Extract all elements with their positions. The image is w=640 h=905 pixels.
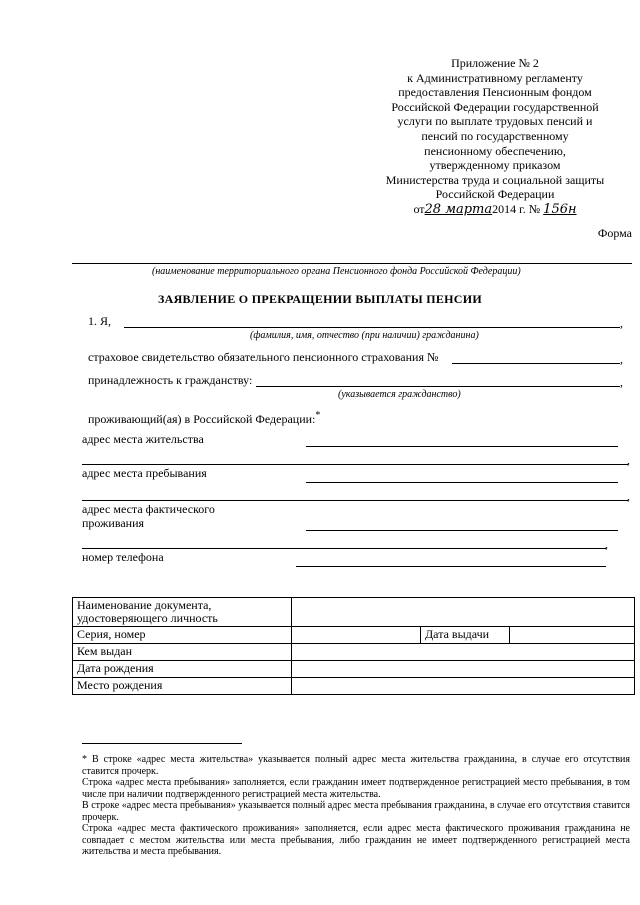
table-row xyxy=(73,661,635,678)
appendix-line: утвержденному приказом xyxy=(429,158,561,173)
id-document-table xyxy=(72,597,635,695)
birth-place-label: Место рождения xyxy=(73,678,292,695)
order-date-line xyxy=(360,202,630,218)
forma-label: Форма xyxy=(597,226,632,240)
appendix-line: Российской Федерации государственной xyxy=(391,99,599,114)
appendix-line: предоставления Пенсионным фондом xyxy=(398,85,592,100)
doc-name-label xyxy=(73,598,292,627)
table-row xyxy=(73,678,635,695)
comma: , xyxy=(605,537,608,551)
issued-by-label: Кем выдан xyxy=(73,644,292,661)
appendix-line: пенсий по государственному xyxy=(421,128,569,143)
phone-line[interactable] xyxy=(296,566,606,567)
address-residence-label: адрес места жительства xyxy=(82,432,204,446)
table-row xyxy=(73,627,635,644)
org-caption: (наименование территориального органа Пенсионного фонда Российской Федерации) xyxy=(152,266,521,277)
applicant-name-line[interactable] xyxy=(124,327,620,328)
issued-by-value[interactable] xyxy=(292,644,635,661)
doc-name-value[interactable] xyxy=(292,598,635,627)
comma: , xyxy=(620,375,623,389)
date-year: 2014 г. № xyxy=(492,201,541,216)
address-residence-line[interactable] xyxy=(306,446,618,447)
comma: , xyxy=(627,453,630,467)
address-stay-line-2[interactable] xyxy=(82,500,628,501)
residence-intro-text: проживающий(ая) в Российской Федерации: xyxy=(88,412,316,426)
appendix-line: Министерства труда и социальной защиты xyxy=(385,172,605,187)
snils-line[interactable] xyxy=(452,363,620,364)
address-stay-label: адрес места пребывания xyxy=(82,466,207,480)
table-row xyxy=(73,598,635,627)
address-residence-line-2[interactable] xyxy=(82,464,628,465)
doc-name-line-2: удостоверяющего личность xyxy=(77,611,218,625)
applicant-caption: (фамилия, имя, отчество (при наличии) гражданина) xyxy=(250,330,479,341)
birth-date-label: Дата рождения xyxy=(73,661,292,678)
address-actual-label-1: адрес места фактического xyxy=(82,502,215,516)
table-row xyxy=(73,644,635,661)
org-name-line[interactable] xyxy=(72,263,632,264)
footnote-1: * В строке «адрес места жительства» указывается полный адрес места жительства гражданина, в случае его отсутствия ставится прочерк. xyxy=(82,754,630,777)
footnote-3: В строке «адрес места пребывания» указывается полный адрес места пребывания гражданина, в случае его отсутствия ставится прочерк. xyxy=(82,800,630,823)
page-title: ЗАЯВЛЕНИЕ О ПРЕКРАЩЕНИИ ВЫПЛАТЫ ПЕНСИИ xyxy=(157,292,483,306)
comma: , xyxy=(620,352,623,366)
appendix-line: Приложение № 2 xyxy=(451,56,539,70)
address-stay-line[interactable] xyxy=(306,482,618,483)
applicant-label: 1. Я, xyxy=(88,314,112,328)
residence-intro xyxy=(88,410,320,427)
citizenship-label: принадлежность к гражданству: xyxy=(88,373,253,387)
issue-date-label: Дата выдачи xyxy=(421,627,510,644)
citizenship-line[interactable] xyxy=(256,386,620,387)
footnote-separator xyxy=(82,743,242,744)
appendix-line: к Административному регламенту xyxy=(407,70,583,85)
handwritten-date: 28 марта xyxy=(424,201,493,217)
comma: , xyxy=(627,489,630,503)
birth-date-value[interactable] xyxy=(292,661,635,678)
doc-name-line-1: Наименование документа, xyxy=(77,598,212,612)
phone-label: номер телефона xyxy=(82,550,164,564)
appendix-line: Российской Федерации xyxy=(435,187,555,202)
appendix-block xyxy=(360,56,630,218)
address-actual-line[interactable] xyxy=(306,530,618,531)
handwritten-order-number: 156н xyxy=(543,201,577,217)
issue-date-value[interactable] xyxy=(510,627,635,644)
address-actual-line-2[interactable] xyxy=(82,548,606,549)
footnote-mark: * xyxy=(315,410,321,421)
footnote-4: Строка «адрес места фактического проживания» заполняется, если адрес места фактического проживания гражданина не совпадает с местом жительства или места пребывания, либо гражданин не имеет подтвержденного регистрацией места жительства и места пребывания. xyxy=(82,823,630,857)
appendix-line: пенсионному обеспечению, xyxy=(424,143,566,158)
citizenship-caption: (указывается гражданство) xyxy=(338,389,461,400)
footnotes xyxy=(82,754,630,858)
snils-label: страховое свидетельство обязательного пенсионного страхования № xyxy=(88,350,439,364)
footnote-2: Строка «адрес места пребывания» заполняется, если гражданин имеет подтвержденное регистрацией место пребывания, в том числе при наличии подтвержденного регистрацией места жительства. xyxy=(82,777,630,800)
comma: , xyxy=(620,316,623,330)
series-number-label: Серия, номер xyxy=(73,627,292,644)
series-number-value[interactable] xyxy=(292,627,421,644)
address-actual-label-2: проживания xyxy=(82,516,145,530)
date-prefix: от xyxy=(413,201,425,216)
birth-place-value[interactable] xyxy=(292,678,635,695)
appendix-line: услуги по выплате трудовых пенсий и xyxy=(397,114,593,129)
